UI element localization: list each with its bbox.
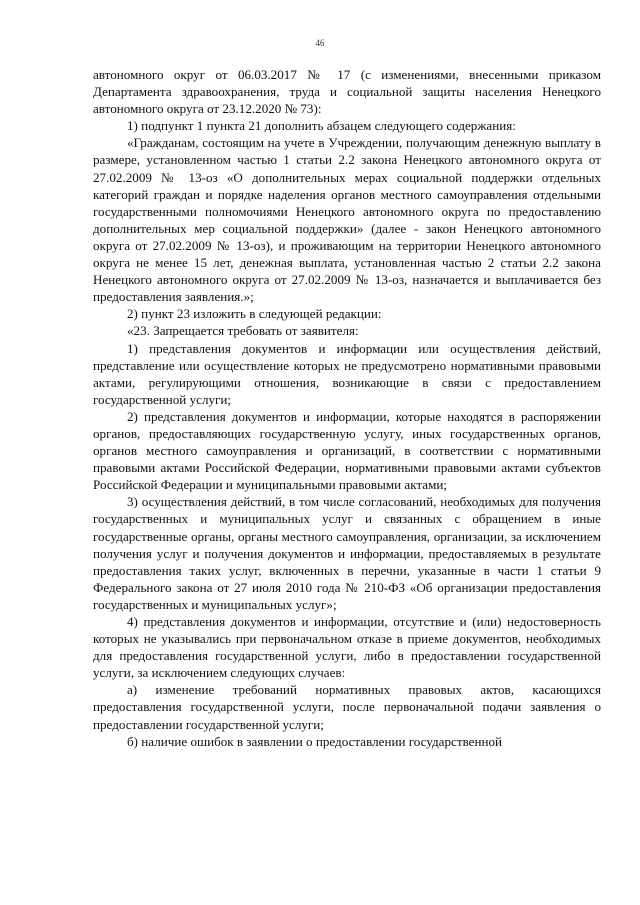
list-item-3: 3) осуществления действий, в том числе согласований, необходимых для получения государственных и муниципальных услуг и связанных с обращением в иные государственные органы, органы местного самоуправления, организации, за исключением получения услуг и получения документов и информации, предоставляемых в результате предоставления таких услуг, включенных в перечни, указанные в части 1 статьи 9 Федерального закона от 27 июля 2010 года № 210-ФЗ «Об организации предоставления государственных и муниципальных услуг»;: [93, 494, 601, 612]
sub-item-b: б) наличие ошибок в заявлении о предоставлении государственной: [127, 733, 503, 749]
paragraph-amendment-1: 1) подпункт 1 пункта 21 дополнить абзацем следующего содержания:: [127, 118, 516, 134]
paragraph-amendment-2: 2) пункт 23 изложить в следующей редакции:: [127, 306, 382, 322]
paragraph-amendment-1-text: «Гражданам, состоящим на учете в Учреждении, получающим денежную выплату в размере, установленном частью 1 статьи 2.2 закона Ненецкого автономного округа от 27.02.2009 № 13-оз «О дополнительных мерах социальной поддержки отдельных категорий граждан и порядке наделения органов местного самоуправления отдельными государственными полномочиями Ненецкого автономного округа по предоставлению дополнительных мер социальной поддержки» (далее - закон Ненецкого автономного округа от 27.02.2009 № 13-оз), и проживающим на территории Ненецкого автономного округа не менее 15 лет, денежная выплата, установленная частью 2 статьи 2.2 закона Ненецкого автономного округа от 27.02.2009 № 13-оз, назначается и выплачивается без предоставления заявления.»;: [93, 135, 601, 305]
list-item-1: 1) представления документов и информации или осуществления действий, представление или осуществление которых не предусмотрено нормативными правовыми актами, регулирующими отношения, возникающие в связи с предоставлением государственной услуги;: [93, 340, 601, 407]
paragraph-item-23: «23. Запрещается требовать от заявителя:: [127, 323, 359, 339]
paragraph-intro: автономного округ от 06.03.2017 № 17 (с изменениями, внесенными приказом Департамента здравоохранения, труда и социальной защиты населения Ненецкого автономного округа от 23.12.2020 № 73):: [93, 67, 601, 117]
list-item-4: 4) представления документов и информации, отсутствие и (или) недостоверность которых не указывались при первоначальном отказе в приеме документов, необходимых для предоставления государственной услуги, либо в предоставлении государственной услуги, за исключением следующих случаев:: [93, 614, 601, 681]
sub-item-a: а) изменение требований нормативных правовых актов, касающихся предоставления государственной услуги, после первоначальной подачи заявления о предоставлении государственной услуги;: [93, 682, 601, 732]
page-number: 46: [315, 38, 325, 48]
list-item-2: 2) представления документов и информации, которые находятся в распоряжении органов, предоставляющих государственную услугу, иных государственных органов, органов местного самоуправления и организаций, в соответствии с нормативными правовыми актами Российской Федерации, нормативными правовыми актами субъектов Российской Федерации и муниципальными правовыми актами;: [93, 408, 601, 493]
document-body: [93, 66, 601, 750]
